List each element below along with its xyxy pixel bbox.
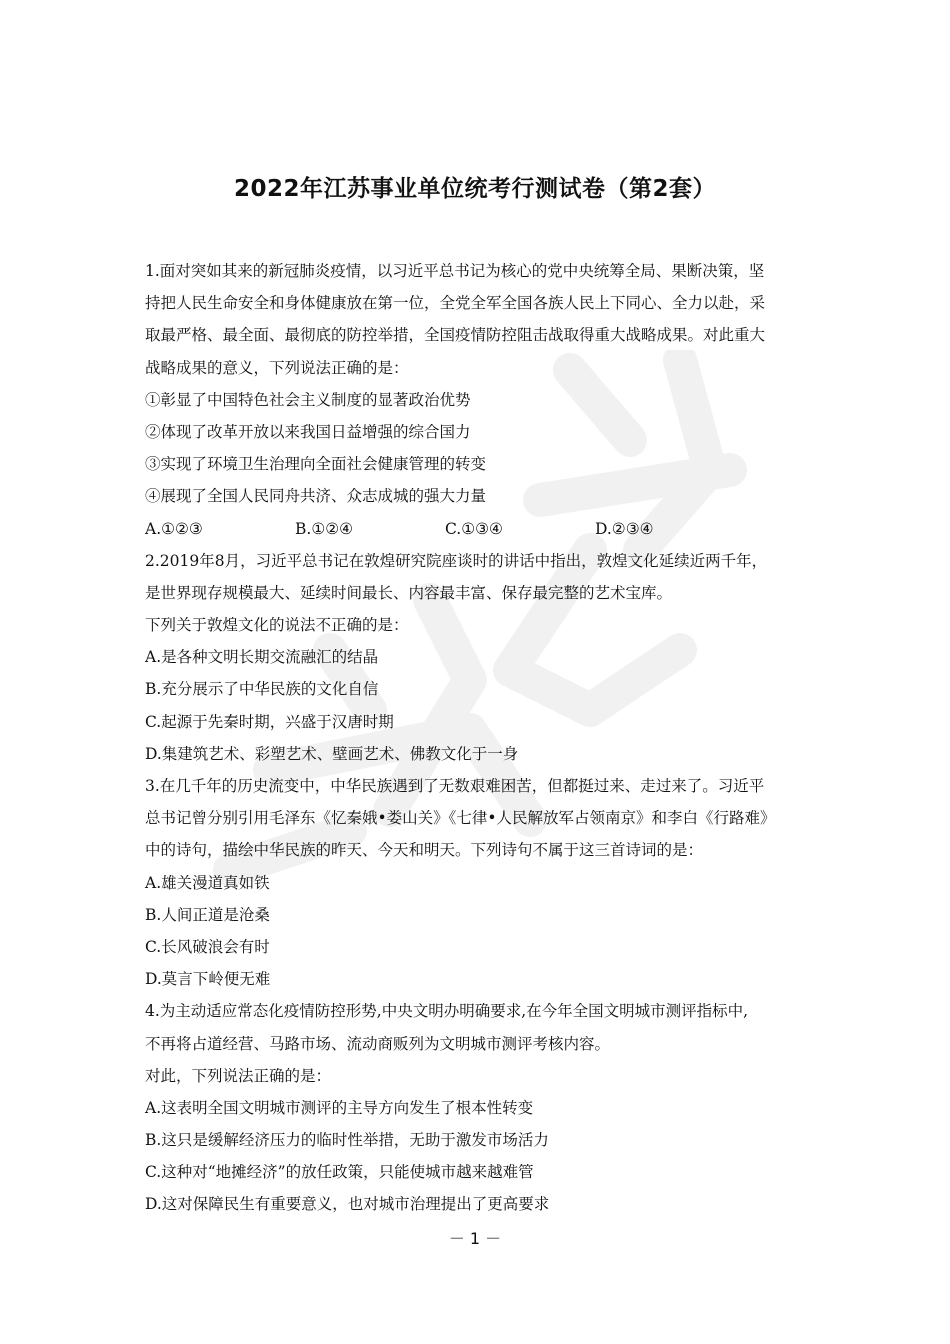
answer-option-c: C.这种对“地摊经济”的放任政策，只能使城市越来越难管	[145, 1163, 534, 1182]
question-stem-line: 1.面对突如其来的新冠肺炎疫情，以习近平总书记为核心的党中央统筹全局、果断决策，坚	[145, 262, 765, 280]
answer-option-d: D.集建筑艺术、彩塑艺术、壁画艺术、佛教文化于一身	[145, 744, 519, 763]
question-stem-line: 对此，下列说法正确的是：	[145, 1066, 332, 1085]
answer-option-b: B.这只是缓解经济压力的临时性举措，无助于激发市场活力	[145, 1131, 549, 1150]
question-stem-line: 4.为主动适应常态化疫情防控形势,中央文明办明确要求,在今年全国文明城市测评指标中,	[145, 1002, 749, 1021]
question-list	[145, 255, 815, 1221]
question-stem-line: 是世界现存规模最大、延续时间最长、内容最丰富、保存最完整的艺术宝库。	[145, 583, 673, 602]
answer-option-a: A.是各种文明长期交流融汇的结晶	[145, 648, 379, 667]
answer-option-a: A.雄关漫道真如铁	[145, 873, 270, 892]
statement-item: ②体现了改革开放以来我国日益增强的综合国力	[145, 422, 471, 441]
question-stem-line: 持把人民生命安全和身体健康放在第一位，全党全军全国各族人民上下同心、全力以赴，采	[145, 294, 766, 313]
answer-options-row	[145, 513, 815, 545]
answer-option-c: C.长风破浪会有时	[145, 937, 270, 956]
question-stem-line: 总书记曾分别引用毛泽东《忆秦娥•娄山关》《七律•人民解放军占领南京》和李白《行路难》	[145, 809, 776, 828]
page-title: 2022年江苏事业单位统考行测试卷（第2套）	[233, 176, 717, 202]
question-2	[145, 545, 815, 770]
answer-option-c: C.①③④	[445, 519, 503, 538]
question-stem-line: 取最严格、最全面、最彻底的防控举措，全国疫情防控阻击战取得重大战略成果。对此重大	[145, 326, 766, 345]
question-4	[145, 995, 815, 1220]
answer-option-c: C.起源于先秦时期，兴盛于汉唐时期	[145, 712, 394, 731]
answer-option-b: B.①②④	[295, 519, 354, 538]
question-stem-line: 不再将占道经营、马路市场、流动商贩列为文明城市测评考核内容。	[145, 1034, 611, 1053]
question-stem-line: 2.2019年8月，习近平总书记在敦煌研究院座谈时的讲话中指出，敦煌文化延续近两千年，	[145, 551, 768, 570]
answer-option-b: B.人间正道是沧桑	[145, 905, 270, 924]
statement-item: ③实现了环境卫生治理向全面社会健康管理的转变	[145, 455, 487, 474]
page-number: － 1 －	[448, 1229, 502, 1248]
answer-option-b: B.充分展示了中华民族的文化自信	[145, 680, 379, 699]
answer-option-a: A.①②③	[145, 519, 203, 538]
statement-item: ④展现了全国人民同舟共济、众志成城的强大力量	[145, 487, 487, 506]
answer-option-d: D.②③④	[595, 519, 654, 538]
question-stem-line: 下列关于敦煌文化的说法不正确的是：	[145, 616, 409, 635]
statement-item: ①彰显了中国特色社会主义制度的显著政治优势	[145, 390, 471, 409]
answer-option-d: D.这对保障民生有重要意义，也对城市治理提出了更高要求	[145, 1195, 550, 1214]
question-stem-line: 中的诗句，描绘中华民族的昨天、今天和明天。下列诗句不属于这三首诗词的是：	[145, 841, 704, 860]
answer-option-d: D.莫言下岭便无难	[145, 970, 271, 989]
answer-option-a: A.这表明全国文明城市测评的主导方向发生了根本性转变	[145, 1098, 534, 1117]
question-1	[145, 255, 815, 545]
question-stem-line: 3.在几千年的历史流变中，中华民族遇到了无数艰难困苦，但都挺过来、走过来了。习近平	[145, 777, 765, 795]
question-3	[145, 770, 815, 995]
question-stem-line: 战略成果的意义，下列说法正确的是：	[145, 358, 409, 377]
